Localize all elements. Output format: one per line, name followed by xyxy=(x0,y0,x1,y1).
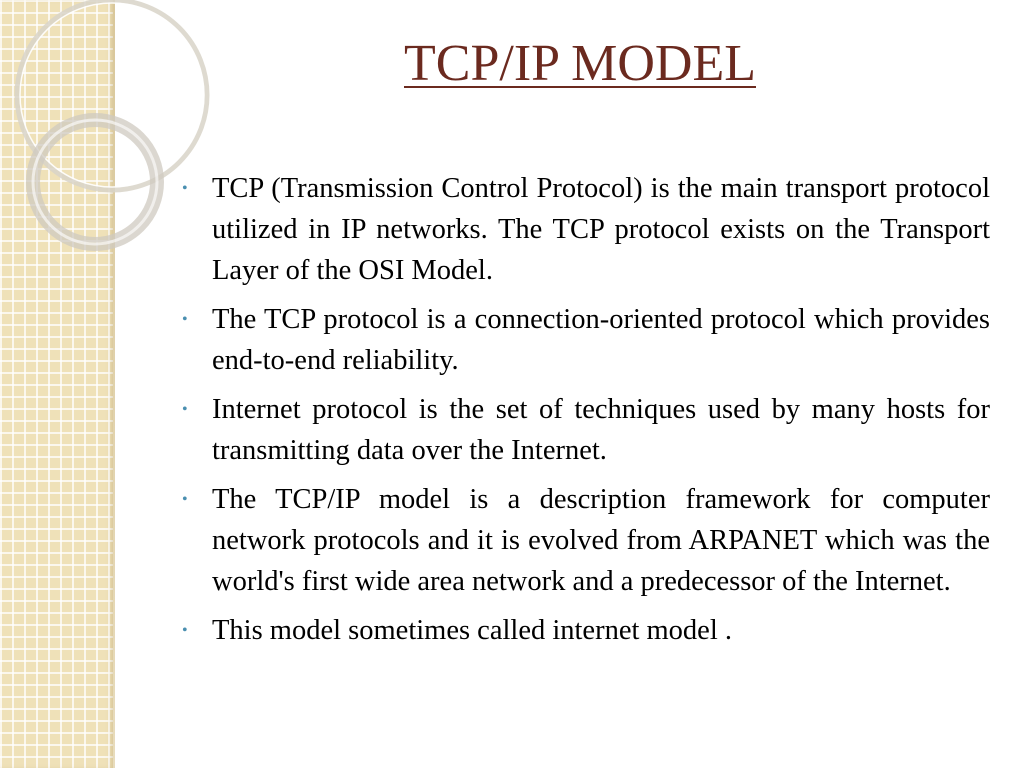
bullet-text: This model sometimes called internet model . xyxy=(212,615,732,646)
bullet-text: The TCP protocol is a connection-oriented protocol which provides end-to-end reliability. xyxy=(212,304,990,376)
bullet-item xyxy=(180,389,990,471)
bullet-item xyxy=(180,610,990,651)
bullet-text: The TCP/IP model is a description framework for computer network protocols and it is evolved from ARPANET which was the world's first wide area network and a predecessor of the Internet. xyxy=(212,484,990,597)
bullet-dot-icon: • xyxy=(182,401,188,418)
bullet-dot-icon: • xyxy=(182,491,188,508)
bullet-dot-icon: • xyxy=(182,622,188,639)
bullet-list xyxy=(180,168,990,659)
slide-title-text: TCP/IP MODEL xyxy=(404,35,756,92)
bullet-dot-icon: • xyxy=(182,180,188,197)
bullet-text: TCP (Transmission Control Protocol) is the main transport protocol utilized in IP networks. The TCP protocol exists on the Transport Layer of the OSI Model. xyxy=(212,173,990,286)
bullet-text: Internet protocol is the set of techniques used by many hosts for transmitting data over the Internet. xyxy=(212,394,990,466)
bullet-dot-icon: • xyxy=(182,311,188,328)
slide-title xyxy=(300,34,860,93)
bullet-item xyxy=(180,299,990,381)
bullet-item xyxy=(180,479,990,602)
bullet-item xyxy=(180,168,990,291)
